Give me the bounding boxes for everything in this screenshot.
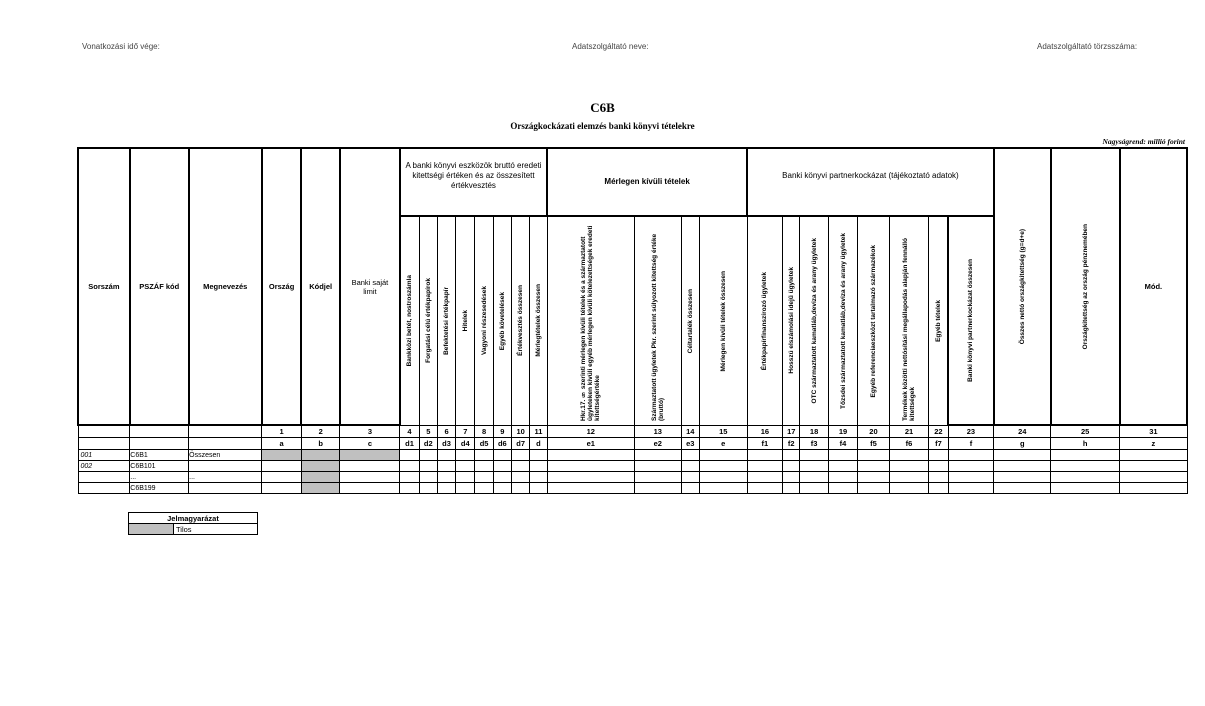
data-cell[interactable] xyxy=(828,472,857,483)
colnum-cell: 7 xyxy=(456,425,475,438)
cell-forbidden xyxy=(301,483,340,494)
colcode-cell: f4 xyxy=(828,438,857,450)
row-nev: ... xyxy=(189,472,262,483)
data-cell[interactable] xyxy=(419,472,437,483)
colcode-cell: f xyxy=(948,438,994,450)
col-megnevezes: Megnevezés xyxy=(189,148,262,425)
data-cell[interactable] xyxy=(547,472,634,483)
data-cell[interactable] xyxy=(262,483,302,494)
row-kod: C6B199 xyxy=(130,483,189,494)
col-d4-label: Hitelek xyxy=(461,310,469,332)
col-e xyxy=(699,216,747,425)
data-cell[interactable] xyxy=(783,483,800,494)
col-f-label: Banki könyvi partnerkockázat összesen xyxy=(967,259,975,382)
col-d5-label: Vagyoni részesedések xyxy=(480,286,488,356)
legend-title: Jelmagyarázat xyxy=(129,513,258,524)
row-sorszam: 001 xyxy=(78,450,130,461)
data-cell[interactable] xyxy=(948,472,994,483)
data-cell[interactable] xyxy=(493,450,511,461)
col-d7 xyxy=(511,216,529,425)
data-cell[interactable] xyxy=(493,483,511,494)
data-cell[interactable] xyxy=(948,483,994,494)
data-cell[interactable] xyxy=(1120,483,1187,494)
col-f xyxy=(948,216,994,425)
col-f5-label: Egyéb referenciaeszközt tartalmazó származékok xyxy=(869,244,877,397)
colcode-cell: e3 xyxy=(681,438,699,450)
data-cell[interactable] xyxy=(547,483,634,494)
colcode-cell: h xyxy=(1051,438,1120,450)
colnum-cell: 13 xyxy=(634,425,681,438)
data-cell[interactable] xyxy=(547,450,634,461)
colcode-cell: f1 xyxy=(747,438,783,450)
form-code: C6B xyxy=(590,100,615,115)
colnum-cell: 20 xyxy=(858,425,889,438)
data-cell[interactable] xyxy=(262,461,302,472)
data-cell[interactable] xyxy=(800,450,828,461)
colcode-cell: d4 xyxy=(456,438,475,450)
data-cell[interactable] xyxy=(547,461,634,472)
col-d2 xyxy=(419,216,437,425)
data-cell[interactable] xyxy=(800,472,828,483)
data-cell[interactable] xyxy=(699,461,747,472)
data-cell[interactable] xyxy=(340,472,400,483)
colcode-cell: e1 xyxy=(547,438,634,450)
colnum-cell: 8 xyxy=(475,425,493,438)
colcode-cell: d5 xyxy=(475,438,493,450)
legend-label-forbidden: Tilos xyxy=(174,524,258,535)
data-cell[interactable] xyxy=(747,472,783,483)
colcode-cell: a xyxy=(262,438,302,450)
data-cell[interactable] xyxy=(511,450,529,461)
colnum-cell: 18 xyxy=(800,425,828,438)
col-d6 xyxy=(493,216,511,425)
col-kodjel: Kódjel xyxy=(301,148,340,425)
col-d3-label: Befektetési értékpapír xyxy=(443,286,451,355)
col-f4-label: Tőzsdei származtatott kamatláb,deviza és arany ügyletek xyxy=(839,232,847,409)
data-cell[interactable] xyxy=(456,450,475,461)
data-cell[interactable] xyxy=(994,472,1051,483)
colnum-cell: 24 xyxy=(994,425,1051,438)
data-cell[interactable] xyxy=(1051,461,1120,472)
cell-forbidden xyxy=(340,450,400,461)
data-cell[interactable] xyxy=(634,461,681,472)
col-penznem xyxy=(1051,148,1120,425)
col-f6-label: Termékek közötti nettósítási megállapodás alapján fennálló kitettségek xyxy=(902,237,916,421)
colcode-cell: d3 xyxy=(437,438,455,450)
data-cell[interactable] xyxy=(475,461,493,472)
col-f2 xyxy=(783,216,800,425)
data-cell[interactable] xyxy=(1120,472,1187,483)
colnum-cell: 16 xyxy=(747,425,783,438)
colcode-cell: e2 xyxy=(634,438,681,450)
table-row xyxy=(78,483,1187,494)
row-nev xyxy=(189,461,262,472)
data-cell[interactable] xyxy=(783,461,800,472)
colcode-cell: f3 xyxy=(800,438,828,450)
col-f2-label: Hosszú elszámolási idejű ügyletek xyxy=(787,267,795,375)
data-cell[interactable] xyxy=(400,461,419,472)
legend xyxy=(128,512,258,535)
data-cell[interactable] xyxy=(340,483,400,494)
data-cell[interactable] xyxy=(634,483,681,494)
colcode-cell: f2 xyxy=(783,438,800,450)
data-cell[interactable] xyxy=(858,450,889,461)
data-cell[interactable] xyxy=(530,472,547,483)
data-cell[interactable] xyxy=(858,483,889,494)
group-assets xyxy=(400,148,547,216)
data-cell[interactable] xyxy=(858,472,889,483)
data-cell[interactable] xyxy=(783,450,800,461)
col-d xyxy=(530,216,547,425)
data-cell[interactable] xyxy=(475,450,493,461)
data-cell[interactable] xyxy=(530,461,547,472)
colnum-cell: 5 xyxy=(419,425,437,438)
data-cell[interactable] xyxy=(340,461,400,472)
report-table xyxy=(77,147,1188,494)
colnum-cell: 15 xyxy=(699,425,747,438)
header-provider-name: Adatszolgáltató neve: xyxy=(572,42,649,51)
colcode-cell: f6 xyxy=(889,438,929,450)
data-cell[interactable] xyxy=(889,450,929,461)
data-cell[interactable] xyxy=(929,450,948,461)
colnum-cell: 12 xyxy=(547,425,634,438)
data-cell[interactable] xyxy=(889,461,929,472)
col-f1 xyxy=(747,216,783,425)
data-cell[interactable] xyxy=(889,483,929,494)
colnum-cell: 11 xyxy=(530,425,547,438)
cell-forbidden xyxy=(301,472,340,483)
col-f7-label: Egyéb tételek xyxy=(934,299,942,342)
col-e-label: Mérlegen kívüli tételek összesen xyxy=(719,270,727,371)
colnum-cell: 22 xyxy=(929,425,948,438)
data-cell[interactable] xyxy=(437,472,455,483)
row-kod: C6B101 xyxy=(130,461,189,472)
group-counterparty xyxy=(747,148,994,216)
data-cell[interactable] xyxy=(511,483,529,494)
cell-forbidden xyxy=(301,450,340,461)
col-e3 xyxy=(681,216,699,425)
col-d1-label: Bankközi betét, nostroszámla xyxy=(406,275,414,367)
col-f3 xyxy=(800,216,828,425)
table-row xyxy=(78,472,1187,483)
cell-forbidden xyxy=(262,450,302,461)
col-mod: Mód. xyxy=(1120,148,1187,425)
col-d5 xyxy=(475,216,493,425)
col-d7-label: Értékvesztés összesen xyxy=(517,285,525,357)
data-cell[interactable] xyxy=(681,461,699,472)
table-row xyxy=(78,461,1187,472)
data-cell[interactable] xyxy=(948,450,994,461)
form-title: Országkockázati elemzés banki könyvi tételekre xyxy=(510,121,695,131)
data-cell[interactable] xyxy=(783,472,800,483)
cell-forbidden xyxy=(301,461,340,472)
data-cell[interactable] xyxy=(475,472,493,483)
colnum-cell: 21 xyxy=(889,425,929,438)
data-cell[interactable] xyxy=(530,483,547,494)
data-cell[interactable] xyxy=(994,450,1051,461)
col-f3-label: OTC származtatott kamatláb,deviza és arany ügyletek xyxy=(810,238,818,404)
data-cell[interactable] xyxy=(747,461,783,472)
data-cell[interactable] xyxy=(437,461,455,472)
colnum-cell: 6 xyxy=(437,425,455,438)
data-cell[interactable] xyxy=(699,483,747,494)
colcode-cell: f5 xyxy=(858,438,889,450)
data-cell[interactable] xyxy=(747,450,783,461)
colcode-cell: g xyxy=(994,438,1051,450)
data-cell[interactable] xyxy=(493,461,511,472)
data-cell[interactable] xyxy=(948,461,994,472)
row-nev: Összesen xyxy=(189,450,262,461)
data-cell[interactable] xyxy=(262,472,302,483)
col-d-label: Mérlegtételek összesen xyxy=(534,284,542,358)
data-cell[interactable] xyxy=(493,472,511,483)
col-e1-label: Hkr.17. § szerinti mérlegen kívüli tételek és a származtatott ügyleteken kívüli egyéb mérlegen kívüli kötelezettségek eredeti kitettségértéke xyxy=(580,225,602,421)
data-cell[interactable] xyxy=(929,461,948,472)
row-sorszam: 002 xyxy=(78,461,130,472)
col-orszag: Ország xyxy=(262,148,302,425)
col-penznem-label: Országkitettség az ország pénznemében xyxy=(1081,223,1089,350)
table-row xyxy=(78,450,1187,461)
data-cell[interactable] xyxy=(994,483,1051,494)
col-osszes xyxy=(994,148,1051,425)
col-f5 xyxy=(858,216,889,425)
group-offbalance-label: Mérlegen kívüli tételek xyxy=(604,177,690,186)
data-cell[interactable] xyxy=(747,483,783,494)
col-limit: Banki saját limit xyxy=(340,148,400,425)
col-d2-label: Forgatási célú értékpapírok xyxy=(424,278,432,364)
col-d4 xyxy=(456,216,475,425)
data-cell[interactable] xyxy=(530,450,547,461)
col-f7 xyxy=(929,216,948,425)
data-cell[interactable] xyxy=(681,450,699,461)
data-cell[interactable] xyxy=(475,483,493,494)
colcode-cell: d1 xyxy=(400,438,419,450)
col-f6 xyxy=(889,216,929,425)
data-cell[interactable] xyxy=(828,450,857,461)
colcode-cell: z xyxy=(1120,438,1187,450)
colcode-cell: f7 xyxy=(929,438,948,450)
colcode-cell: d6 xyxy=(493,438,511,450)
data-cell[interactable] xyxy=(800,483,828,494)
column-number-row xyxy=(78,425,1187,438)
data-cell[interactable] xyxy=(889,472,929,483)
col-sorszam: Sorszám xyxy=(78,148,130,425)
colnum-cell: 3 xyxy=(340,425,400,438)
row-sorszam xyxy=(78,472,130,483)
data-cell[interactable] xyxy=(858,461,889,472)
data-cell[interactable] xyxy=(419,461,437,472)
col-osszes-label: Összes nettó országkitettség (g=d+e) xyxy=(1018,228,1026,345)
data-cell[interactable] xyxy=(828,483,857,494)
colnum-cell: 31 xyxy=(1120,425,1187,438)
colcode-cell: b xyxy=(301,438,340,450)
col-e1 xyxy=(547,216,634,425)
data-cell[interactable] xyxy=(634,450,681,461)
col-e2-label: Származtatott ügyletek Pkr. szerint súlyozott kitettség értéke (bruttó) xyxy=(650,233,665,421)
data-cell[interactable] xyxy=(634,472,681,483)
col-d3 xyxy=(437,216,455,425)
data-cell[interactable] xyxy=(400,472,419,483)
colnum-cell: 23 xyxy=(948,425,994,438)
colnum-cell: 9 xyxy=(493,425,511,438)
row-kod: C6B1 xyxy=(130,450,189,461)
data-cell[interactable] xyxy=(456,483,475,494)
colnum-cell: 14 xyxy=(681,425,699,438)
col-f4 xyxy=(828,216,857,425)
data-cell[interactable] xyxy=(828,461,857,472)
data-cell[interactable] xyxy=(456,461,475,472)
colnum-cell: 4 xyxy=(400,425,419,438)
colnum-cell: 25 xyxy=(1051,425,1120,438)
legend-swatch-forbidden xyxy=(129,524,174,535)
data-cell[interactable] xyxy=(419,450,437,461)
col-d1 xyxy=(400,216,419,425)
data-cell[interactable] xyxy=(437,483,455,494)
data-cell[interactable] xyxy=(681,472,699,483)
row-sorszam xyxy=(78,483,130,494)
colnum-cell: 19 xyxy=(828,425,857,438)
column-letter-row xyxy=(78,438,1187,450)
data-cell[interactable] xyxy=(511,461,529,472)
data-cell[interactable] xyxy=(400,450,419,461)
col-pszaf-kod: PSZÁF kód xyxy=(130,148,189,425)
data-cell[interactable] xyxy=(511,472,529,483)
header-provider-id: Adatszolgáltató törzsszáma: xyxy=(1037,42,1138,51)
data-cell[interactable] xyxy=(1120,450,1187,461)
data-cell[interactable] xyxy=(929,472,948,483)
data-cell[interactable] xyxy=(699,450,747,461)
group-counterparty-label: Banki könyvi partnerkockázat (tájékoztató adatok) xyxy=(782,171,959,180)
colcode-cell: e xyxy=(699,438,747,450)
data-cell[interactable] xyxy=(929,483,948,494)
data-cell[interactable] xyxy=(994,461,1051,472)
data-cell[interactable] xyxy=(699,472,747,483)
header-period: Vonatkozási idő vége: xyxy=(82,42,160,51)
row-kod: ... xyxy=(130,472,189,483)
row-nev xyxy=(189,483,262,494)
data-cell[interactable] xyxy=(1051,450,1120,461)
colcode-cell: d xyxy=(530,438,547,450)
colcode-cell: d2 xyxy=(419,438,437,450)
data-cell[interactable] xyxy=(1051,483,1120,494)
colnum-cell: 2 xyxy=(301,425,340,438)
colnum-cell: 10 xyxy=(511,425,529,438)
colnum-cell: 17 xyxy=(783,425,800,438)
data-cell[interactable] xyxy=(419,483,437,494)
col-d6-label: Egyéb követelések xyxy=(498,291,506,350)
group-offbalance xyxy=(547,148,747,216)
data-cell[interactable] xyxy=(1051,472,1120,483)
data-cell[interactable] xyxy=(456,472,475,483)
group-assets-label: A banki könyvi eszközök bruttó eredeti kitettségi értéken és az összesített értékvesztés xyxy=(405,161,542,190)
data-cell[interactable] xyxy=(437,450,455,461)
data-cell[interactable] xyxy=(800,461,828,472)
colnum-cell: 1 xyxy=(262,425,302,438)
col-e3-label: Céltartalék összesen xyxy=(686,288,694,353)
data-cell[interactable] xyxy=(681,483,699,494)
col-f1-label: Értékpapírfinanszírozó ügyletek xyxy=(761,271,769,370)
unit-note: Nagyságrend: millió forint xyxy=(1102,137,1185,146)
col-e2 xyxy=(634,216,681,425)
data-cell[interactable] xyxy=(400,483,419,494)
colcode-cell: d7 xyxy=(511,438,529,450)
data-cell[interactable] xyxy=(1120,461,1187,472)
colcode-cell: c xyxy=(340,438,400,450)
